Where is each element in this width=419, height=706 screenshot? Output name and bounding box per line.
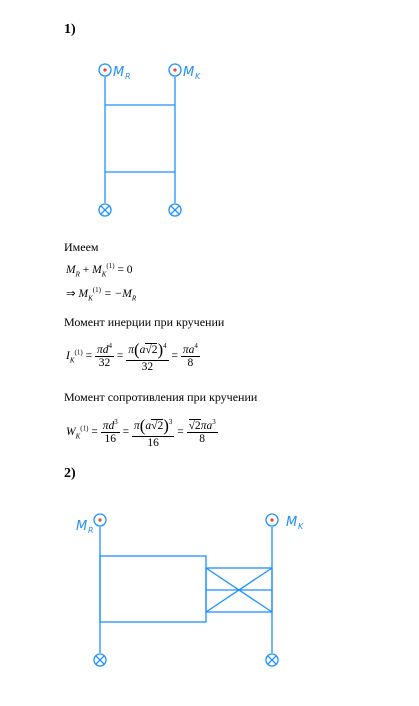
label-mk: M — [183, 65, 195, 80]
equation-inertia: $I_K^{(1)}$ = $\frac{\pi d^4}{32}$ = $\frac{\pi(a√2)^4}{32}$ = $\frac{\pi a^4}{8}$ — [66, 340, 198, 373]
inertia-heading: Момент инерции при кручении — [64, 315, 225, 329]
svg-text:R: R — [125, 72, 131, 81]
section-2-number: 2) — [64, 466, 76, 481]
svg-text:R: R — [88, 526, 94, 535]
diagram-2 — [70, 500, 330, 680]
resistance-heading: Момент сопротивления при кручении — [64, 390, 258, 404]
diagram-2-large-section — [100, 556, 206, 622]
svg-text:K: K — [195, 72, 201, 81]
label-mr: M — [76, 519, 88, 534]
section-1-number: 1) — [64, 22, 76, 37]
equation-resistance: $W_K^{(1)}$ = $\frac{\pi d^3}{16}$ = $\frac{\pi(a√2)^3}{16}$ = $\frac{√2\pi a^3}{8}$ — [66, 416, 216, 449]
label-mr: M — [113, 65, 125, 80]
text-have: Имеем — [64, 240, 99, 254]
label-mk: M — [286, 515, 298, 530]
equation-result: ⇒ $M_K^{(1)} = -M_R$ — [66, 286, 137, 303]
equation-balance: $M_R + M_K^{(1)} = 0$ — [66, 262, 133, 279]
diagram-1 — [80, 50, 240, 230]
svg-text:K: K — [298, 522, 304, 531]
